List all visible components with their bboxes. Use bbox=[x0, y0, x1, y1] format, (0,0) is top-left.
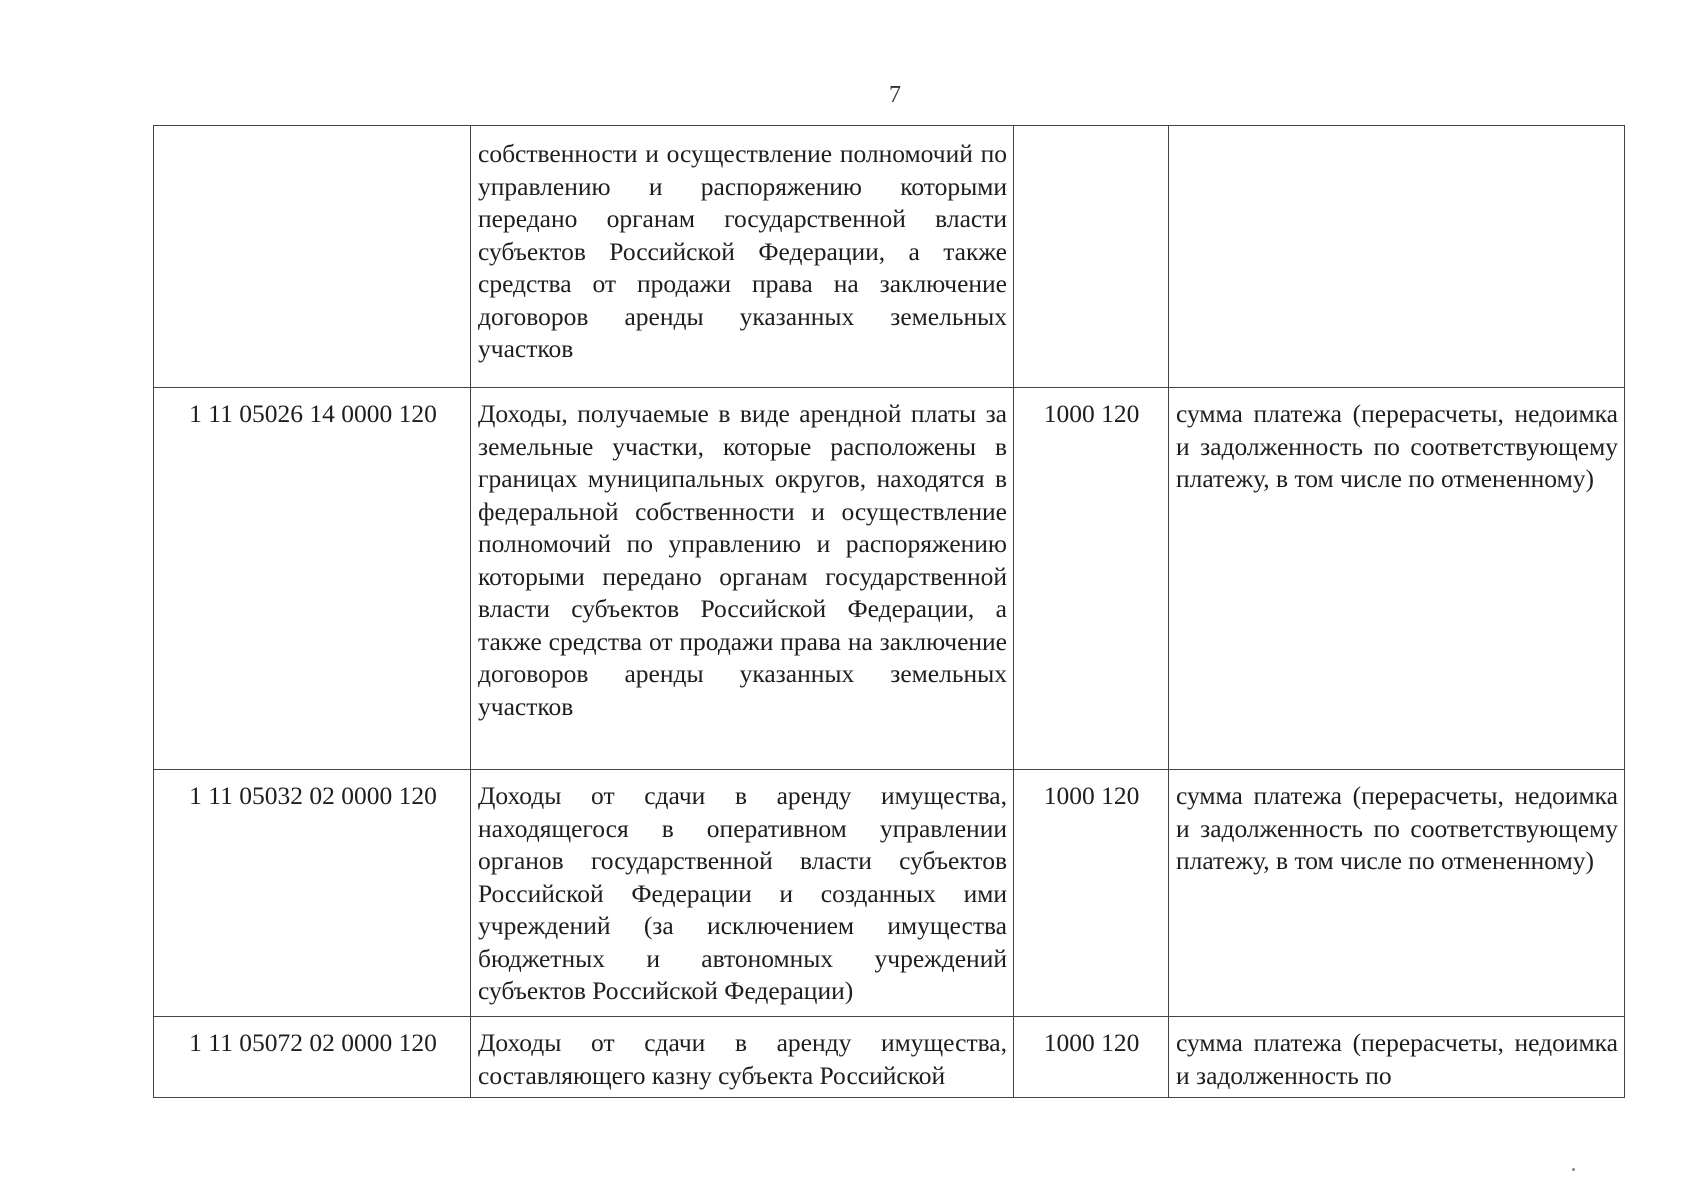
note-cell: сумма платежа (перерасчеты, недоимка и задолженность по bbox=[1169, 1017, 1625, 1098]
note-cell: сумма платежа (перерасчеты, недоимка и задолженность по соответствующему платежу, в том числе по отмененному) bbox=[1169, 388, 1625, 770]
description-cell: собственности и осуществление полномочий по управлению и распоряжению которыми передано органам государственной власти субъектов Российской Федерации, а также средства от продажи права на заключение договоров аренды указанных земельных участков bbox=[471, 126, 1014, 388]
code-cell: 1 11 05072 02 0000 120 bbox=[154, 1017, 471, 1098]
code-cell: 1 11 05032 02 0000 120 bbox=[154, 770, 471, 1017]
note-cell: сумма платежа (перерасчеты, недоимка и задолженность по соответствующему платежу, в том числе по отмененному) bbox=[1169, 770, 1625, 1017]
code-cell: 1 11 05026 14 0000 120 bbox=[154, 388, 471, 770]
table-row bbox=[154, 388, 1625, 770]
code-cell bbox=[154, 126, 471, 388]
number-cell: 1000 120 bbox=[1014, 770, 1169, 1017]
description-cell: Доходы от сдачи в аренду имущества, составляющего казну субъекта Российской bbox=[471, 1017, 1014, 1098]
number-cell bbox=[1014, 126, 1169, 388]
revenue-codes-table bbox=[153, 125, 1625, 1098]
description-cell: Доходы от сдачи в аренду имущества, находящегося в оперативном управлении органов государственной власти субъектов Российской Федерации и созданных ими учреждений (за исключением имущества бюджетных и автономных учреждений субъектов Российской Федерации) bbox=[471, 770, 1014, 1017]
note-cell bbox=[1169, 126, 1625, 388]
number-cell: 1000 120 bbox=[1014, 388, 1169, 770]
table-row bbox=[154, 1017, 1625, 1098]
table-row bbox=[154, 770, 1625, 1017]
description-cell: Доходы, получаемые в виде арендной платы за земельные участки, которые расположены в границах муниципальных округов, находятся в федеральной собственности и осуществление полномочий по управлению и распоряжению которыми передано органам государственной власти субъектов Российской Федерации, а также средства от продажи права на заключение договоров аренды указанных земельных участков bbox=[471, 388, 1014, 770]
page-number: 7 bbox=[889, 82, 901, 108]
table-row bbox=[154, 126, 1625, 388]
number-cell: 1000 120 bbox=[1014, 1017, 1169, 1098]
scan-speck bbox=[1572, 1168, 1575, 1171]
